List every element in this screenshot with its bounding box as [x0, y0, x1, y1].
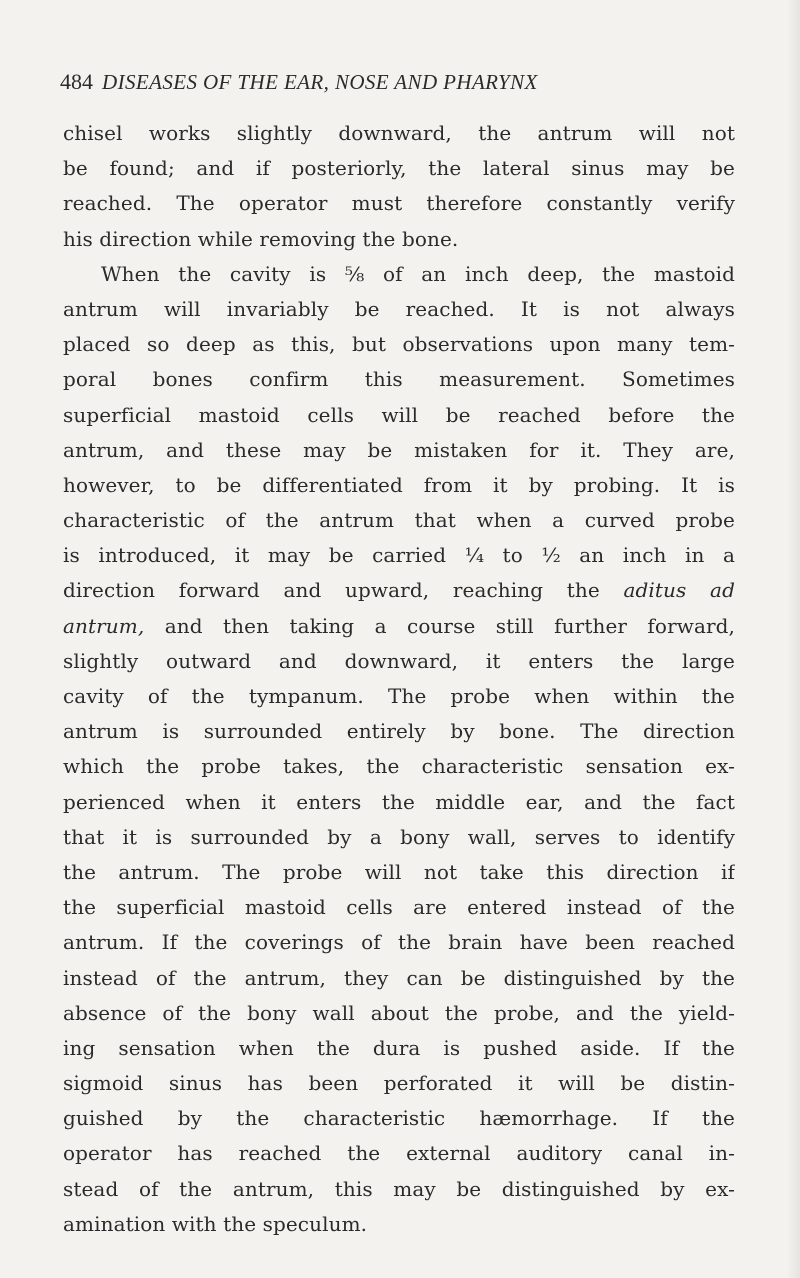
text-line: operator has reached the external auditory canal in- — [63, 1141, 735, 1166]
text-line: antrum is surrounded entirely by bone. The direction — [63, 719, 735, 744]
text-line: the superficial mastoid cells are entered instead of the — [63, 895, 735, 920]
text-line: perienced when it enters the middle ear, and the fact — [63, 789, 735, 814]
text-line: that it is surrounded by a bony wall, serves to identify — [63, 824, 735, 849]
text-line: however, to be differentiated from it by probing. It is — [63, 472, 735, 497]
text-line: is introduced, it may be carried ¼ to ½ an inch in a — [63, 543, 735, 568]
paragraph-start-line: When the cavity is ⅝ of an inch deep, the mastoid — [101, 261, 735, 286]
text-line: poral bones confirm this measurement. Sometimes — [63, 367, 735, 392]
body-text — [63, 116, 735, 1242]
text-line: antrum, and these may be mistaken for it. They are, — [63, 437, 735, 462]
text-line: the antrum. The probe will not take this direction if — [63, 859, 735, 884]
text-line: superficial mastoid cells will be reached before the — [63, 402, 735, 427]
text-line: absence of the bony wall about the probe, and the yield- — [63, 1000, 735, 1025]
text-line: antrum, and then taking a course still further forward, — [63, 613, 735, 638]
text-line: his direction while removing the bone. — [63, 226, 459, 251]
page-edge-shadow — [786, 0, 800, 1278]
latin-term: antrum, — [63, 613, 145, 638]
running-head — [60, 64, 740, 100]
text-line: which the probe takes, the characteristic sensation ex- — [63, 754, 735, 779]
text-line: cavity of the tympanum. The probe when within the — [63, 684, 735, 708]
text-line: antrum. If the coverings of the brain have been reached — [63, 930, 735, 955]
text-line: direction forward and upward, reaching the aditus ad — [63, 578, 735, 603]
text-line: antrum will invariably be reached. It is not always — [63, 296, 735, 321]
text-line: stead of the antrum, this may be distinguished by ex- — [63, 1176, 735, 1201]
text-line: reached. The operator must therefore constantly verify — [63, 191, 735, 216]
running-title: DISEASES OF THE EAR, NOSE AND PHARYNX — [102, 70, 538, 94]
page-number: 484 — [60, 69, 93, 94]
text-line: instead of the antrum, they can be distinguished by the — [63, 965, 735, 990]
text-line: slightly outward and downward, it enters the large — [63, 648, 735, 673]
text-line: chisel works slightly downward, the antrum will not — [63, 121, 735, 145]
latin-term: aditus ad — [623, 578, 735, 603]
text-line: sigmoid sinus has been perforated it will be distin- — [63, 1071, 735, 1096]
text-line: guished by the characteristic hæmorrhage. If the — [63, 1106, 735, 1131]
text-line: amination with the speculum. — [63, 1211, 368, 1236]
text-line: placed so deep as this, but observations upon many tem- — [63, 332, 735, 357]
text-line: be found; and if posteriorly, the lateral sinus may be — [63, 156, 735, 181]
text-line: characteristic of the antrum that when a curved probe — [63, 508, 735, 533]
text-line: ing sensation when the dura is pushed aside. If the — [63, 1035, 735, 1060]
